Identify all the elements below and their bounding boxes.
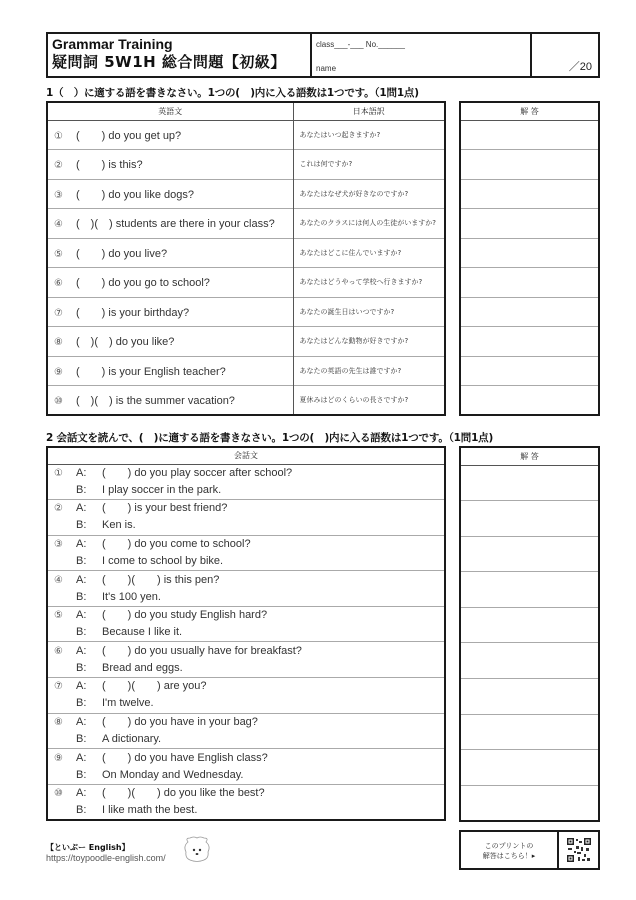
english-sentence-cell <box>47 150 293 180</box>
line-a-text: ( )( ) do you like the best? <box>102 786 265 799</box>
speaker-a: A: <box>76 502 87 515</box>
question-row <box>47 356 445 386</box>
question-number: ① <box>54 130 63 142</box>
japanese-translation: これは何ですか? <box>293 150 445 180</box>
qr-code-icon[interactable] <box>566 837 592 863</box>
line-b <box>54 767 444 784</box>
line-b-text: I like math the best. <box>102 803 198 816</box>
question-row <box>47 238 445 268</box>
dialogue-row <box>47 749 445 785</box>
answer-row <box>460 386 599 416</box>
speaker-b: B: <box>76 590 87 603</box>
title-block <box>48 34 312 76</box>
question-row <box>47 386 445 416</box>
english-sentence-cell <box>47 238 293 268</box>
english-sentence: ( ) do you live? <box>76 247 168 260</box>
question-number: ③ <box>54 189 63 201</box>
answer-cell[interactable] <box>460 268 599 298</box>
line-a <box>54 643 444 660</box>
answer-row <box>460 150 599 180</box>
answer-cell[interactable] <box>460 120 599 150</box>
line-a-text: ( )( ) is this pen? <box>102 573 220 586</box>
line-a-text: ( ) do you come to school? <box>102 537 251 550</box>
question-row <box>47 120 445 150</box>
english-sentence: ( )( ) do you like? <box>76 336 175 349</box>
dialogue-row <box>47 713 445 749</box>
japanese-translation: あなたの英語の先生は誰ですか? <box>293 356 445 386</box>
speaker-a: A: <box>76 466 87 479</box>
dialogue-cell <box>47 713 445 749</box>
speaker-b: B: <box>76 697 87 710</box>
answer-cell[interactable] <box>460 643 599 679</box>
class-number-field[interactable]: class___-___ No.______ <box>316 40 405 49</box>
answer-row <box>460 607 599 643</box>
qr-caption-line2: 解答はこちら！▸ <box>482 852 536 860</box>
dialogue-row <box>47 535 445 571</box>
dialogue-cell <box>47 642 445 678</box>
question-number: ② <box>54 160 63 172</box>
question-number: ② <box>54 503 63 515</box>
question-number: ⑨ <box>54 366 63 378</box>
english-sentence-cell <box>47 209 293 239</box>
question-row <box>47 150 445 180</box>
line-b <box>54 589 444 606</box>
japanese-translation: あなたはなぜ犬が好きなのですか? <box>293 179 445 209</box>
line-a <box>54 714 444 731</box>
line-b-text: Because I like it. <box>102 626 183 639</box>
question-number: ⑥ <box>54 278 63 290</box>
title-english: Grammar Training <box>52 36 173 52</box>
answer-row <box>460 714 599 750</box>
answer-cell[interactable] <box>460 536 599 572</box>
section2-answer-table <box>459 446 600 822</box>
answer-row <box>460 536 599 572</box>
line-a-text: ( ) do you have in your bag? <box>102 715 258 728</box>
dialogue-row <box>47 642 445 678</box>
answer-row <box>460 750 599 786</box>
line-b-text: It's 100 yen. <box>102 590 161 603</box>
line-a-text: ( ) do you usually have for breakfast? <box>102 644 302 657</box>
dialogue-row <box>47 500 445 536</box>
title-japanese: 疑問詞 5W1H 総合問題【初級】 <box>52 53 286 71</box>
answer-header: 解 答 <box>460 102 599 120</box>
english-sentence: ( ) is your English teacher? <box>76 365 226 378</box>
line-a-text: ( ) do you study English hard? <box>102 609 268 622</box>
question-number: ⑩ <box>54 396 63 407</box>
english-sentence-cell <box>47 179 293 209</box>
line-b-text: Ken is. <box>102 519 136 532</box>
speaker-b: B: <box>76 768 87 781</box>
line-a-text: ( ) is your best friend? <box>102 502 228 515</box>
answer-row <box>460 679 599 715</box>
answer-row <box>460 465 599 501</box>
brand-url-link[interactable]: https://toypoodle-english.com/ <box>46 853 166 863</box>
question-number: ④ <box>54 219 63 231</box>
dialogue-row <box>47 678 445 714</box>
line-b <box>54 660 444 677</box>
name-field[interactable]: name <box>316 64 337 73</box>
question-number: ⑤ <box>54 248 63 260</box>
english-sentence: ( )( ) is the summer vacation? <box>76 395 235 407</box>
section1-answer-table <box>459 101 600 416</box>
question-number: ⑧ <box>54 716 63 728</box>
question-number: ⑧ <box>54 337 63 349</box>
line-a-text: ( ) do you have English class? <box>102 751 268 764</box>
line-a <box>54 536 444 553</box>
question-number: ⑨ <box>54 752 63 764</box>
speaker-b: B: <box>76 732 87 745</box>
speaker-a: A: <box>76 573 87 586</box>
line-a-text: ( ) do you play soccer after school? <box>102 466 293 479</box>
footer-brand <box>46 842 166 863</box>
speaker-b: B: <box>76 483 87 496</box>
line-a <box>54 785 444 802</box>
english-sentence-cell <box>47 386 293 416</box>
dialogue-row <box>47 464 445 500</box>
line-b <box>54 731 444 748</box>
answer-row <box>460 238 599 268</box>
line-a <box>54 750 444 767</box>
answer-cell[interactable] <box>460 607 599 643</box>
answer-cell[interactable] <box>460 150 599 180</box>
dialogue-cell <box>47 535 445 571</box>
dialogue-cell <box>47 784 445 820</box>
answer-row <box>460 268 599 298</box>
speaker-b: B: <box>76 661 87 674</box>
line-a <box>54 500 444 517</box>
col-japanese-header: 日本語訳 <box>293 102 445 120</box>
question-number: ③ <box>54 538 63 550</box>
question-row <box>47 268 445 298</box>
line-a <box>54 465 444 482</box>
score-total: ／20 <box>568 61 592 73</box>
answer-cell[interactable] <box>460 750 599 786</box>
speaker-a: A: <box>76 715 87 728</box>
japanese-translation: あなたのクラスには何人の生徒がいますか? <box>293 209 445 239</box>
speaker-b: B: <box>76 803 87 816</box>
answer-cell[interactable] <box>460 209 599 239</box>
dialogue-row <box>47 784 445 820</box>
answer-row <box>460 643 599 679</box>
dialogue-cell <box>47 749 445 785</box>
line-b <box>54 553 444 570</box>
question-number: ⑩ <box>54 787 63 799</box>
qr-caption-line1: このプリントの <box>484 842 534 850</box>
line-a <box>54 678 444 695</box>
speaker-a: A: <box>76 751 87 764</box>
speaker-a: A: <box>76 644 87 657</box>
question-number: ⑦ <box>54 307 63 319</box>
question-number: ① <box>54 467 63 479</box>
english-sentence-cell <box>47 356 293 386</box>
japanese-translation: あなたはどんな動物が好きですか? <box>293 327 445 357</box>
line-b-text: I come to school by bike. <box>102 554 224 567</box>
english-sentence: ( ) do you get up? <box>76 129 182 142</box>
line-b <box>54 695 444 712</box>
poodle-icon <box>182 836 212 864</box>
answer-cell[interactable] <box>460 465 599 501</box>
section1-question-table <box>46 101 446 416</box>
answer-qr-box[interactable] <box>459 830 600 870</box>
japanese-translation: あなたはどうやって学校へ行きますか? <box>293 268 445 298</box>
answer-cell[interactable] <box>460 501 599 537</box>
line-b <box>54 482 444 499</box>
qr-caption <box>461 832 559 868</box>
dialogue-cell <box>47 571 445 607</box>
answer-cell[interactable] <box>460 356 599 386</box>
line-b <box>54 517 444 534</box>
answer-cell[interactable] <box>460 572 599 608</box>
line-b <box>54 802 444 819</box>
line-b-text: Bread and eggs. <box>102 661 183 674</box>
answer-row <box>460 356 599 386</box>
japanese-translation: あなたの誕生日はいつですか? <box>293 297 445 327</box>
student-info <box>312 34 532 76</box>
english-sentence-cell <box>47 268 293 298</box>
speaker-a: A: <box>76 680 87 693</box>
answer-cell[interactable] <box>460 327 599 357</box>
answer-row <box>460 327 599 357</box>
line-a-text: ( )( ) are you? <box>102 680 207 693</box>
dialogue-cell <box>47 500 445 536</box>
question-row <box>47 327 445 357</box>
english-sentence: ( ) do you like dogs? <box>76 188 194 201</box>
question-number: ⑤ <box>54 610 63 622</box>
speaker-b: B: <box>76 554 87 567</box>
dialogue-cell <box>47 464 445 500</box>
question-number: ⑥ <box>54 645 63 657</box>
worksheet-header <box>46 32 600 78</box>
question-row <box>47 297 445 327</box>
answer-row <box>460 572 599 608</box>
dialogue-cell <box>47 606 445 642</box>
speaker-a: A: <box>76 786 87 799</box>
section1-title: 1（ ）に適する語を書きなさい。1つの( )内に入る語数は1つです。（1問1点) <box>46 87 419 99</box>
japanese-translation: 夏休みはどのくらいの長さですか? <box>293 386 445 416</box>
line-a <box>54 572 444 589</box>
score-box <box>532 34 598 76</box>
line-b-text: I'm twelve. <box>102 697 154 710</box>
speaker-b: B: <box>76 519 87 532</box>
english-sentence-cell <box>47 327 293 357</box>
english-sentence: ( ) is this? <box>76 159 143 172</box>
section2-dialogue-table <box>46 446 446 821</box>
speaker-a: A: <box>76 537 87 550</box>
answer-row <box>460 297 599 327</box>
answer-row <box>460 785 599 821</box>
answer-cell[interactable] <box>460 679 599 715</box>
answer-cell[interactable] <box>460 386 599 416</box>
answer-cell[interactable] <box>460 785 599 821</box>
question-number: ④ <box>54 574 63 586</box>
question-number: ⑦ <box>54 681 63 693</box>
english-sentence: ( ) is your birthday? <box>76 306 190 319</box>
answer-cell[interactable] <box>460 179 599 209</box>
english-sentence: ( )( ) students are there in your class? <box>76 218 275 231</box>
col-dialogue-header: 会話文 <box>47 447 445 464</box>
answer-row <box>460 209 599 239</box>
answer-cell[interactable] <box>460 297 599 327</box>
japanese-translation: あなたはいつ起きますか? <box>293 120 445 150</box>
answer-row <box>460 501 599 537</box>
section2-title: 2 会話文を読んで、( )に適する語を書きなさい。1つの( )内に入る語数は1つです。（1問1点) <box>46 432 494 444</box>
speaker-b: B: <box>76 626 87 639</box>
japanese-translation: あなたはどこに住んでいますか? <box>293 238 445 268</box>
line-a <box>54 607 444 624</box>
speaker-a: A: <box>76 609 87 622</box>
col-english-header: 英語文 <box>47 102 293 120</box>
answer-row <box>460 120 599 150</box>
english-sentence-cell <box>47 120 293 150</box>
line-b-text: I play soccer in the park. <box>102 483 222 496</box>
answer-cell[interactable] <box>460 238 599 268</box>
brand-name: 【といぷー English】 <box>46 843 130 852</box>
dialogue-cell <box>47 678 445 714</box>
answer-header: 解 答 <box>460 447 599 465</box>
line-b-text: On Monday and Wednesday. <box>102 768 244 781</box>
question-row <box>47 179 445 209</box>
answer-row <box>460 179 599 209</box>
answer-cell[interactable] <box>460 714 599 750</box>
question-row <box>47 209 445 239</box>
dialogue-row <box>47 571 445 607</box>
english-sentence: ( ) do you go to school? <box>76 277 210 290</box>
qr-code-container[interactable] <box>559 832 598 868</box>
english-sentence-cell <box>47 297 293 327</box>
line-b-text: A dictionary. <box>102 732 162 745</box>
line-b <box>54 624 444 641</box>
dialogue-row <box>47 606 445 642</box>
